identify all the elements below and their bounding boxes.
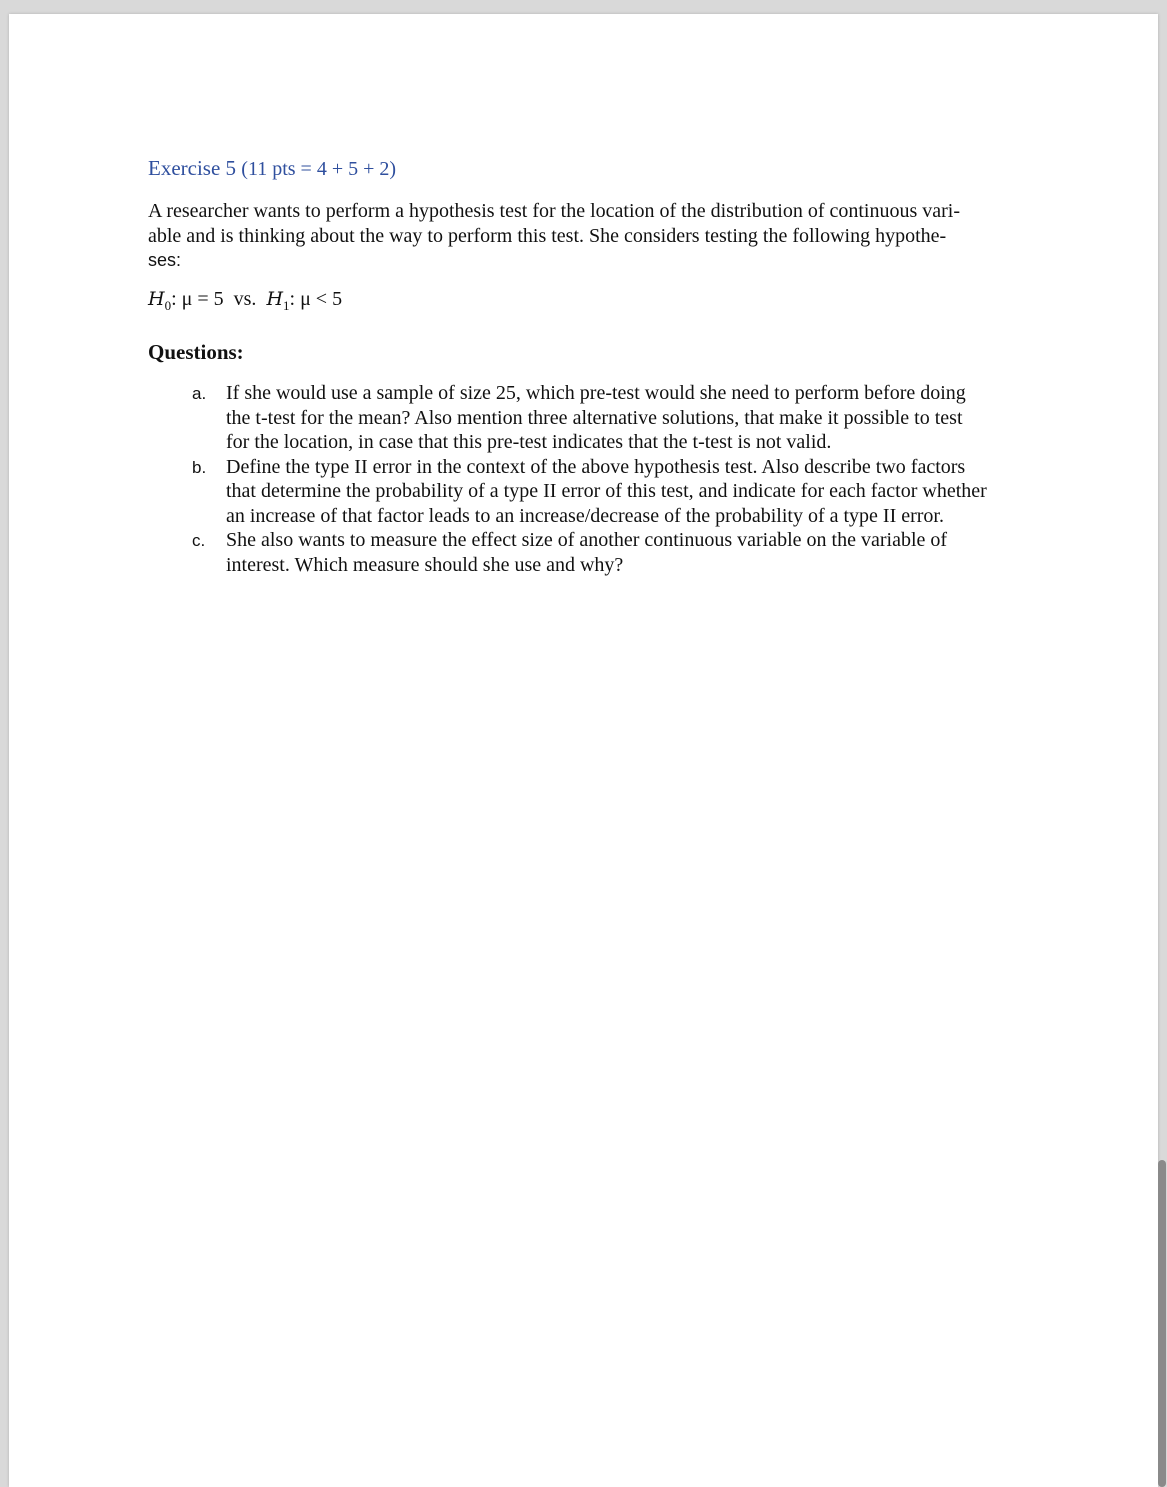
- question-line: If she would use a sample of size 25, which pre-test would she need to perform before doing: [226, 382, 966, 404]
- question-line: an increase of that factor leads to an increase/decrease of the probability of a type II error.: [226, 504, 944, 527]
- question-item-c: [148, 528, 1024, 577]
- h1-symbol: H: [266, 288, 284, 310]
- intro-paragraph: [148, 199, 1024, 273]
- h1-condition: : μ < 5: [289, 288, 343, 310]
- question-line: that determine the probability of a type II error of this test, and indicate for each factor whether: [226, 480, 987, 502]
- question-line: for the location, in case that this pre-test indicates that the t-test is not valid.: [226, 431, 832, 453]
- hypotheses-formula: [148, 288, 342, 314]
- h0-condition: : μ = 5: [171, 288, 224, 310]
- h0-symbol: H: [148, 288, 165, 310]
- question-marker: b.: [192, 457, 207, 477]
- questions-list: [148, 381, 1024, 577]
- vs-label: vs.: [233, 288, 257, 310]
- question-item-b: [148, 455, 1024, 529]
- h0-subscript: 0: [164, 298, 172, 313]
- question-marker: c.: [192, 531, 206, 550]
- exercise-heading: [148, 156, 396, 181]
- question-item-a: [148, 381, 1024, 455]
- document-page: [9, 14, 1158, 1487]
- exercise-points: (11 pts = 4 + 5 + 2): [241, 158, 397, 180]
- vertical-scrollbar[interactable]: [1158, 1160, 1166, 1487]
- question-line: Define the type II error in the context of the above hypothesis test. Also describe two factors: [226, 455, 966, 478]
- intro-line: A researcher wants to perform a hypothesis test for the location of the distribution of continuous vari-: [148, 200, 961, 222]
- question-marker: a.: [192, 384, 207, 403]
- question-line: the t-test for the mean? Also mention three alternative solutions, that make it possible to test: [226, 406, 963, 429]
- questions-title: Questions:: [148, 340, 244, 364]
- exercise-title: Exercise 5: [148, 156, 237, 180]
- intro-line: ses:: [148, 250, 182, 270]
- h1-subscript: 1: [283, 298, 290, 313]
- intro-line: able and is thinking about the way to perform this test. She considers testing the following hypothe-: [148, 224, 947, 247]
- question-line: She also wants to measure the effect size of another continuous variable on the variable of: [226, 529, 948, 551]
- question-line: interest. Which measure should she use and why?: [226, 553, 624, 576]
